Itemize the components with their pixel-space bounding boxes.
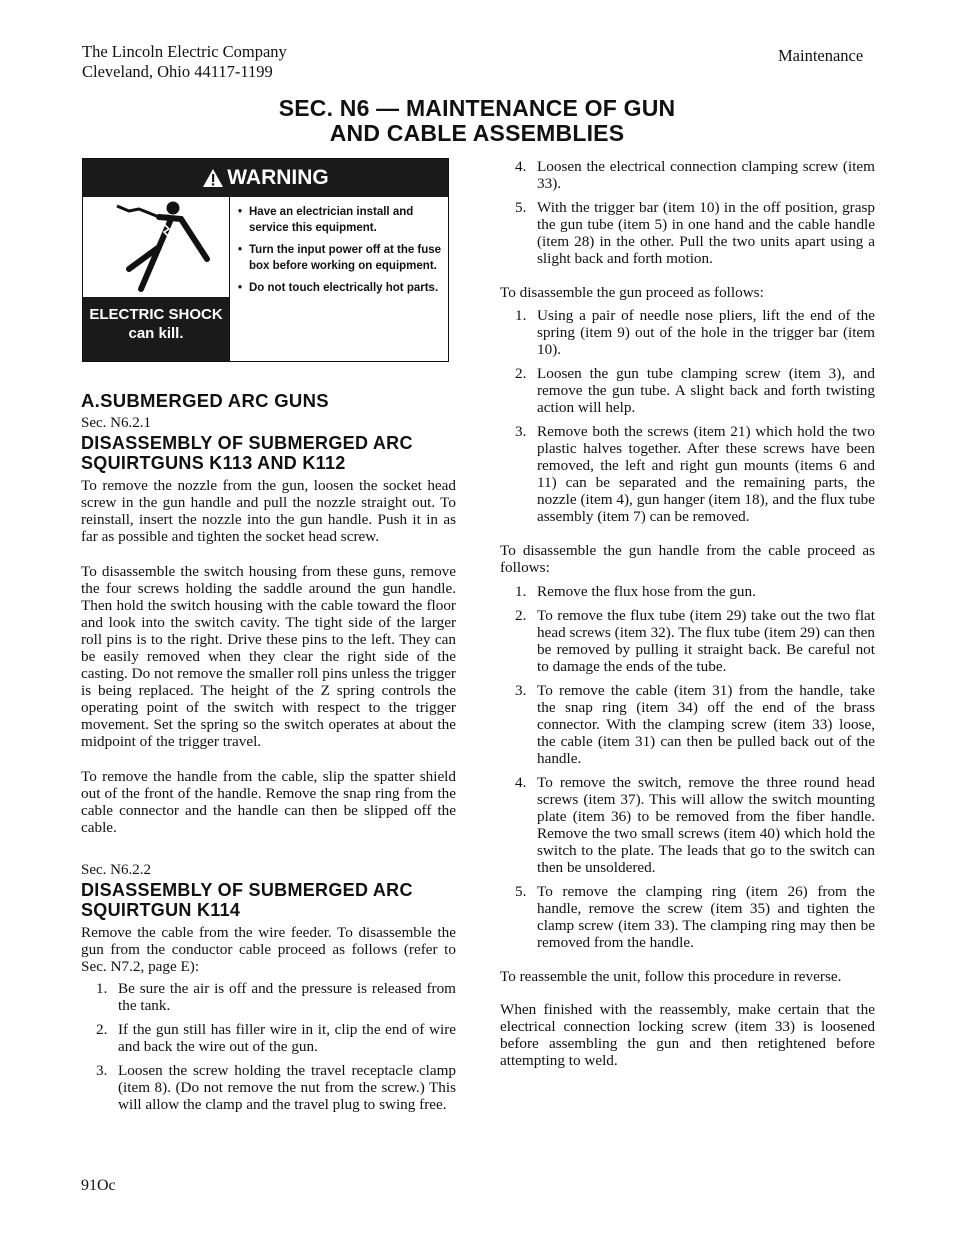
subsection-heading-line: SQUIRTGUNS K113 AND K112 (81, 453, 346, 473)
list-text: Loosen the screw holding the travel receptacle clamp (item 8). (Do not remove the nut from the screw.) This will allow the clamp and the travel plug to swing free. (118, 1062, 456, 1113)
list-item (500, 607, 875, 675)
list-item (81, 980, 456, 1014)
warning-bullets (237, 205, 442, 304)
list-text: With the trigger bar (item 10) in the off position, grasp the gun tube (item 5) in one hand and the cable handle (item 28) in the other. Pull the two units apart using a slight back and forth motion. (537, 199, 875, 267)
warning-box (82, 158, 449, 362)
right-column (500, 158, 875, 1069)
warning-triangle-icon (202, 168, 224, 188)
list-number: 2. (515, 607, 527, 624)
page-number: 91Oc (81, 1177, 116, 1194)
electric-shock-label (83, 297, 229, 361)
section-label: Maintenance (778, 46, 864, 65)
gun-separation-steps (500, 158, 875, 267)
warning-bullet: • Have an electrician install and service this equipment. (237, 205, 442, 236)
subsection-heading-k114 (81, 880, 456, 920)
handle-disassembly-steps (500, 583, 875, 951)
list-number: 3. (515, 682, 527, 699)
list-item (500, 307, 875, 358)
paragraph-disassemble-handle: To disassemble the gun handle from the cable proceed as follows: (500, 542, 875, 576)
list-text: Loosen the gun tube clamping screw (item 3), and remove the gun tube. A slight back and forth twisting action will help. (537, 365, 875, 416)
list-item (500, 423, 875, 525)
list-number: 4. (515, 158, 527, 175)
left-column (81, 392, 456, 1113)
list-number: 4. (515, 774, 527, 791)
title-line-1: SEC. N6 — MAINTENANCE OF GUN (278, 95, 676, 121)
list-item (500, 883, 875, 951)
warning-symbol-panel (83, 197, 230, 361)
list-text: To remove the clamping ring (item 26) from the handle, remove the screw (item 35) and tighten the clamp screw (item 33). The clamping ring may then be removed from the handle. (537, 883, 875, 951)
list-item (500, 199, 875, 267)
list-item (500, 583, 875, 600)
list-text: To remove the flux tube (item 29) take out the two flat head screws (item 32). The flux tube (item 29) can then be removed by pulling it straight back. Be careful not to damage the ends of the tube. (537, 607, 875, 675)
shock-line-1: ELECTRIC SHOCK (89, 306, 223, 323)
section-number-n622: Sec. N6.2.2 (81, 862, 151, 878)
electric-shock-icon (111, 199, 211, 300)
list-item (81, 1021, 456, 1055)
list-text: Loosen the electrical connection clamping screw (item 33). (537, 158, 875, 192)
page-title (0, 96, 954, 146)
warning-bullet: • Turn the input power off at the fuse box before working on equipment. (237, 243, 442, 274)
paragraph-k114-intro: Remove the cable from the wire feeder. To disassemble the gun from the conductor cable proceed as follows (refer to Sec. N7.2, page E): (81, 924, 456, 975)
list-item (500, 774, 875, 876)
list-text: If the gun still has filler wire in it, clip the end of wire and back the wire out of the gun. (118, 1021, 456, 1055)
list-text: Remove the flux hose from the gun. (537, 583, 756, 600)
list-number: 5. (515, 199, 527, 216)
paragraph-reassemble: To reassemble the unit, follow this procedure in reverse. (500, 968, 842, 985)
warning-bullet: • Do not touch electrically hot parts. (237, 281, 442, 297)
list-item (81, 1062, 456, 1113)
paragraph-reassembly-note: When finished with the reassembly, make certain that the electrical connection locking screw (item 33) is loosened before assembling the gun and then retightened before attempting to weld. (500, 1001, 875, 1069)
section-number-n621: Sec. N6.2.1 (81, 415, 151, 431)
section-heading-submerged-arc: A.SUBMERGED ARC GUNS (81, 390, 329, 411)
warning-heading: WARNING (227, 166, 329, 189)
list-item (500, 365, 875, 416)
list-number: 2. (96, 1021, 108, 1038)
list-text: To remove the cable (item 31) from the handle, take the snap ring (item 34) off the end of the brass connector. With the clamping screw (item 33) loose, the cable (item 31) can then be pulled back out of the handle. (537, 682, 875, 767)
k114-steps-list (81, 980, 456, 1113)
list-number: 3. (96, 1062, 108, 1079)
list-number: 5. (515, 883, 527, 900)
subsection-heading-k113-k112 (81, 433, 456, 473)
list-number: 1. (515, 307, 527, 324)
title-line-2: AND CABLE ASSEMBLIES (329, 120, 625, 146)
company-address: Cleveland, Ohio 44117-1199 (82, 62, 273, 81)
gun-disassembly-steps (500, 307, 875, 525)
warning-header (83, 159, 448, 197)
list-number: 3. (515, 423, 527, 440)
company-header (82, 42, 287, 82)
subsection-heading-line: SQUIRTGUN K114 (81, 900, 241, 920)
list-text: Using a pair of needle nose pliers, lift the end of the spring (item 9) out of the hole in the trigger bar (item 10). (537, 307, 875, 358)
list-item (500, 158, 875, 192)
paragraph-nozzle-removal: To remove the nozzle from the gun, loosen the socket head screw in the gun handle and pull the nozzle straight out. To reinstall, insert the nozzle into the gun handle. Push it in as far as possible and tighten the socket head screw. (81, 477, 456, 545)
paragraph-disassemble-gun: To disassemble the gun proceed as follows: (500, 284, 764, 301)
list-text: Remove both the screws (item 21) which hold the two plastic halves together. After these screws have been removed, the left and right gun mounts (items 6 and 11) can be separated and the remaining parts, the nozzle (item 4), gun hanger (item 18), and the flux tube assembly (item 7) can be removed. (537, 423, 875, 525)
shock-line-2: can kill. (128, 325, 184, 342)
list-item (500, 682, 875, 767)
list-text: To remove the switch, remove the three round head screws (item 37). This will allow the switch mounting plate (item 36) to be removed from the fiber handle. Remove the two small screws (item 40) which hold the switch to the plate. The leads that go to the switch can then be unsoldered. (537, 774, 875, 876)
list-text: Be sure the air is off and the pressure is released from the tank. (118, 980, 456, 1014)
list-number: 1. (515, 583, 527, 600)
company-name: The Lincoln Electric Company (82, 42, 287, 61)
subsection-heading-line: DISASSEMBLY OF SUBMERGED ARC (81, 433, 413, 453)
subsection-heading-line: DISASSEMBLY OF SUBMERGED ARC (81, 880, 413, 900)
list-number: 1. (96, 980, 108, 997)
paragraph-switch-housing: To disassemble the switch housing from these guns, remove the four screws holding the saddle around the gun handle. Then hold the switch housing with the cable toward the floor and look into the switch cavity. The tight side of the larger roll pins is to the right. Drive these pins to the left. They can be easily removed when they clear the right side of the casting. Do not remove the smaller roll pins unless the trigger is being replaced. The height of the Z spring controls the operating point of the switch with respect to the trigger movement. Set the spring so the switch operates at about the midpoint of the trigger travel. (81, 563, 456, 750)
paragraph-handle-removal: To remove the handle from the cable, slip the spatter shield out of the front of the handle. Remove the snap ring from the cable connector and the handle can then be slipped off the cable. (81, 768, 456, 836)
list-number: 2. (515, 365, 527, 382)
